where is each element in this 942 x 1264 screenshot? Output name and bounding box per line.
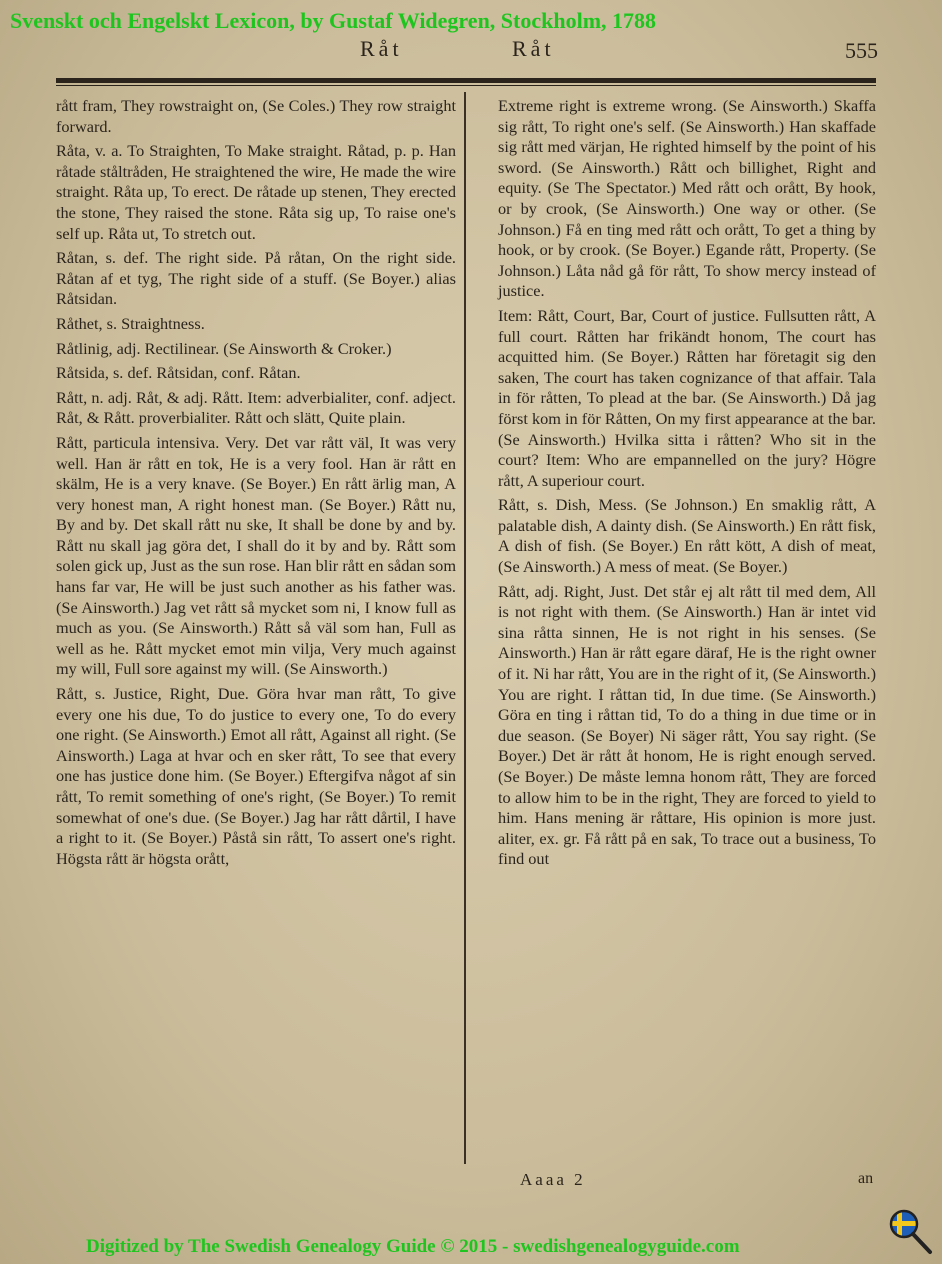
entry: Råtlinig, adj. Rectilinear. (Se Ainsworth & Croker.) [56, 338, 392, 358]
entry: Rått, adj. Right, Just. Det står ej alt rått til med dem, All is not right with them. (Se Ainsworth.) Han är intet vid sina råtta sinnen, He is not right in his senses. (Se Ainsworth.) Han är rått egare däraf, He is the right owner of it. Ni har rått, You are in the right of it, (Se Ainsworth.) You are right. I råttan tid, In due time. (Se Ainsworth.) Göra en ting i råttan tid, To do a thing in due time or in due season. (Se Boyer) Ni säger rått, You say right. (Se Boyer.) Det är rått åt honom, He is right enough served. (Se Boyer.) De måste lemna honom rått, They are forced to allow him to be in the right, They are forced to yield to him. Hans mening är råttare, His opinion is more just. aliter, ex. gr. Få rått på en sak, To trace out a business, To find out [498, 581, 876, 869]
left-column [56, 96, 456, 873]
entry: rått fram, They rowstraight on, (Se Coles.) They row straight forward. [56, 96, 456, 136]
signature-mark: Aaaa 2 [520, 1170, 586, 1189]
page-number: 555 [845, 38, 878, 63]
entry: Råtan, s. def. The right side. På råtan, On the right side. Råtan af et tyg, The right side of a stuff. (Se Boyer.) alias Råtsidan. [56, 248, 456, 309]
entry: Rått, s. Justice, Right, Due. Göra hvar man rått, To give every one his due, To do justice to every one, To do every one right. (Se Ainsworth.) Emot all rått, Against all right. (Se Ainsworth.) Laga at hvar och en sker rått, To see that every one has justice done him. (Se Boyer.) Eftergifva något af sin rått, To remit something of one's right, (Se Boyer.) To remit somewhat of one's due. (Se Boyer.) Jag har rått dårtil, I have a right to it. (Se Boyer.) Påstå sin rått, To assert one's right. Högsta rått är högsta orått, [56, 684, 456, 868]
entry: Rått, s. Dish, Mess. (Se Johnson.) En smaklig rått, A palatable dish, A dainty dish. (Se Ainsworth.) En rått fisk, A dish of fish. (Se Boyer.) En rått kött, A dish of meat, (Se Ainsworth.) A mess of meat. (Se Boyer.) [498, 495, 876, 577]
top-banner: Svenskt och Engelskt Lexicon, by Gustaf Widegren, Stockholm, 1788 [10, 8, 657, 33]
entry: Rått, particula intensiva. Very. Det var rått väl, It was very well. Han är rått en tok, He is a very fool. Han är rått en skälm, He is a very knave. (Se Boyer.) En rått ärlig man, A very honest man, A right honest man. (Se Boyer.) Rått nu, By and by. Det skall rått nu ske, It shall be done by and by. Rått nu skall jag göra det, I shall do it by and by. Rått som solen gick up, Just as the sun rose. Han blir rått en sådan som hans far var, He will be just such another as his father was. (Se Ainsworth.) Jag vet rått så mycket som ni, I know full as much as you. (Se Ainsworth.) Rått så väl som han, Full as well as he. Rått mycket emot min vilja, Very much against my will, Full sore against my will. (Se Ainsworth.) [56, 432, 456, 679]
entry: Råthet, s. Straightness. [56, 313, 205, 333]
entry: Råtsida, s. def. Råtsidan, conf. Råtan. [56, 363, 301, 383]
bottom-banner: Digitized by The Swedish Genealogy Guide © 2015 - swedishgenealogyguide.com [86, 1236, 740, 1257]
column-divider [464, 92, 466, 1164]
entry: Item: Rått, Court, Bar, Court of justice. Fullsutten rått, A full court. Råtten har frikändt honom, The court has acquitted him. (Se Boyer.) Råtten har företagit sig den saken, The court has taken cognizance of that affair. Tala in för råtten, To plead at the bar. (Se Ainsworth.) Då jag först kom in för Råtten, On my first appearance at the bar. (Se Ainsworth.) Hvilka sitta i råtten? Who sit in the court? Item: Who are empannelled on the jury? Högre rått, A superiour court. [498, 305, 876, 490]
entry: Rått, n. adj. Råt, & adj. Rått. Item: adverbialiter, conf. adject. Råt, & Rått. proverbialiter. Rått och slätt, Quite plain. [56, 387, 456, 428]
swedish-flag-magnifier-icon [886, 1208, 934, 1256]
entry: Råta, v. a. To Straighten, To Make straight. Råtad, p. p. Han råtade ståltråden, He straightened the wire, He made the wire straight. Råta up, To erect. De råtade up stenen, They erected the stone, They raised the stone. Råta sig up, To raise one's self up. Råta ut, To stretch out. [56, 141, 456, 243]
right-column [498, 96, 876, 874]
running-head-left: Råt [360, 36, 403, 61]
header-rule [56, 78, 876, 83]
running-head-right: Råt [512, 36, 555, 61]
catchword: an [858, 1170, 874, 1187]
entry: Extreme right is extreme wrong. (Se Ainsworth.) Skaffa sig rått, To right one's self. (Se Ainsworth.) Han skaffade sig rått med värjan, He righted himself by the point of his sword. (Se Ainsworth.) Rått och billighet, Right and equity. (Se The Spectator.) Med rått och orått, By hook, or by crook, (Se Ainsworth.) One way or other. (Se Johnson.) Få en ting med rått och orått, To get a thing by hook, or by crook. (Se Boyer.) Egande rått, Property. (Se Johnson.) Låta nåd gå för rått, To show mercy instead of justice. [498, 96, 876, 301]
